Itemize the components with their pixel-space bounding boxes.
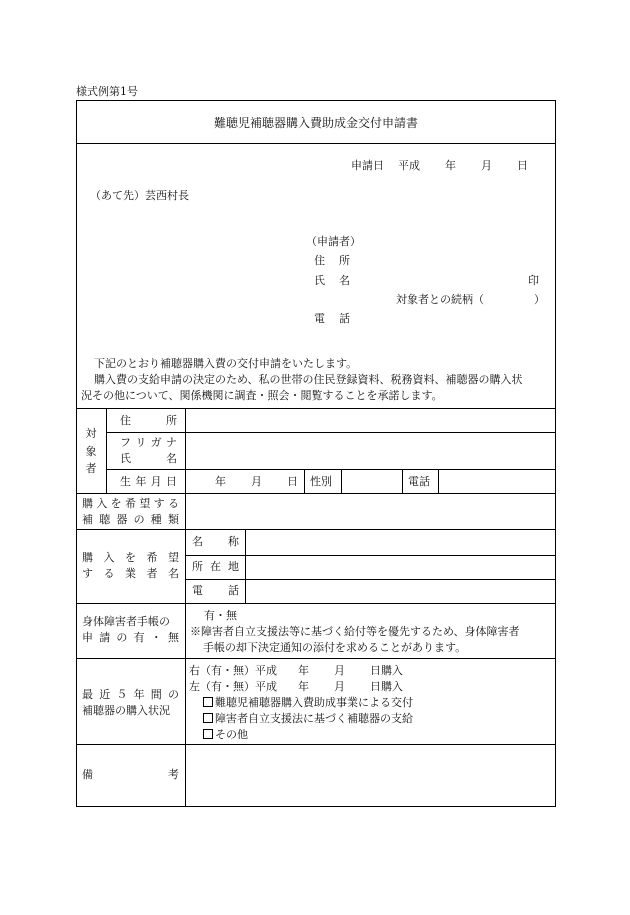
rule-title-bottom [77,143,555,144]
form-number: 様式例第1号 [76,85,138,98]
rule-vendor-location-bottom [185,579,555,580]
rule-sex-right [341,469,342,493]
checkbox-icon [203,713,213,723]
rule-name-bottom [106,469,555,470]
applicant-name-label: 氏 名 [314,274,350,287]
birth-month: 月 [251,475,262,488]
hearing-aid-type-label-1: 購 入 を 希 望 す る [82,497,179,510]
date-month: 月 [481,159,492,172]
disability-label-2: 申 請 の 有 ・ 無 [82,631,179,644]
history-left-day: 日購入 [370,680,403,693]
disability-note-2: 手帳の却下決定通知の添付を求めることがあります。 [203,641,467,654]
applicant-address-label: 住 所 [314,254,350,267]
vendor-location-label: 所 在 地 [192,560,239,573]
rule-subject-label-right [106,408,107,493]
vendor-name-label: 名 称 [192,535,239,548]
subject-furigana-label: フ リ ガ ナ [120,436,177,449]
rule-vendor-name-bottom [185,555,555,556]
rule-vendor-sub-right [245,529,246,603]
subject-name-label: 氏 名 [120,452,177,465]
history-right-month: 月 [334,664,345,677]
history-check-other[interactable]: その他 [203,729,248,740]
date-year: 年 [445,159,456,172]
statement-line-2: 購入費の支給申請の決定のため、私の世帯の住民登録資料、税務資料、補聴器の購入状 [94,373,523,386]
history-check-subsidy[interactable]: 難聴児補聴器購入費助成事業による交付 [203,697,413,708]
relation-label: 対象者との続柄（ [396,293,484,306]
date-label: 申請日 [351,159,384,172]
applicant-phone-label: 電 話 [314,312,350,325]
hearing-aid-type-label-2: 補 聴 器 の 種 類 [82,513,179,526]
statement-line-1: 下記のとおり補聴器購入費の交付申請をいたします。 [94,357,358,370]
history-left-era: 左（有・無）平成 [189,680,277,693]
checkbox-icon [203,729,213,739]
remarks-label: 備 考 [82,768,179,781]
date-day: 日 [517,159,528,172]
checkbox-icon [203,697,213,707]
vendor-phone-label: 電 話 [192,584,239,597]
applicant-heading: （申請者） [306,235,361,248]
rule-address-bottom [106,432,555,433]
vendor-label-1: 購 入 を 希 望 [82,551,179,564]
subject-label: 対 象 者 [85,427,97,475]
birth-year: 年 [215,475,226,488]
history-label-1: 最 近 ５ 年 間 の [82,688,179,701]
rule-history-bottom [77,744,555,745]
disability-option: 有・無 [204,609,237,622]
rule-phone-right [438,469,439,493]
rule-vendor-bottom [77,603,555,604]
sex-label: 性別 [310,475,332,488]
rule-type-bottom [77,529,555,530]
rule-subject-bottom [77,493,555,494]
vendor-label-2: す る 業 者 名 [82,567,179,580]
rule-statement-bottom [77,408,555,409]
addressee: （あて先）芸西村長 [90,189,189,202]
relation-close: ） [534,293,545,306]
seal-mark: 印 [528,274,539,287]
history-label-2: 補聴器の購入状況 [82,704,170,717]
subject-birthdate-label: 生 年 月 日 [120,475,177,488]
rule-disability-bottom [77,658,555,659]
form-title: 難聴児補聴器購入費助成金交付申請書 [213,116,418,130]
history-check-support-act[interactable]: 障害者自立支援法に基づく補聴器の支給 [203,713,413,724]
disability-note-1: ※障害者自立支援法等に基づく給付等を優先するため、身体障害者 [190,625,520,638]
disability-label-1: 身体障害者手帳の [82,615,170,628]
history-left-year: 年 [298,680,309,693]
rule-label-column-right [185,408,186,806]
subject-address-label: 住 所 [120,414,177,427]
history-right-day: 日購入 [370,664,403,677]
history-right-year: 年 [298,664,309,677]
rule-phone-left [402,469,403,493]
history-left-month: 月 [334,680,345,693]
application-form [76,100,556,807]
statement-line-3: 況その他について、関係機関に調査・照会・閲覧することを承諾します。 [81,389,443,402]
history-right-era: 右（有・無）平成 [189,664,277,677]
date-era: 平成 [398,159,420,172]
rule-sex-left [304,469,305,493]
subject-phone-label: 電話 [408,475,430,488]
birth-day: 日 [287,475,298,488]
